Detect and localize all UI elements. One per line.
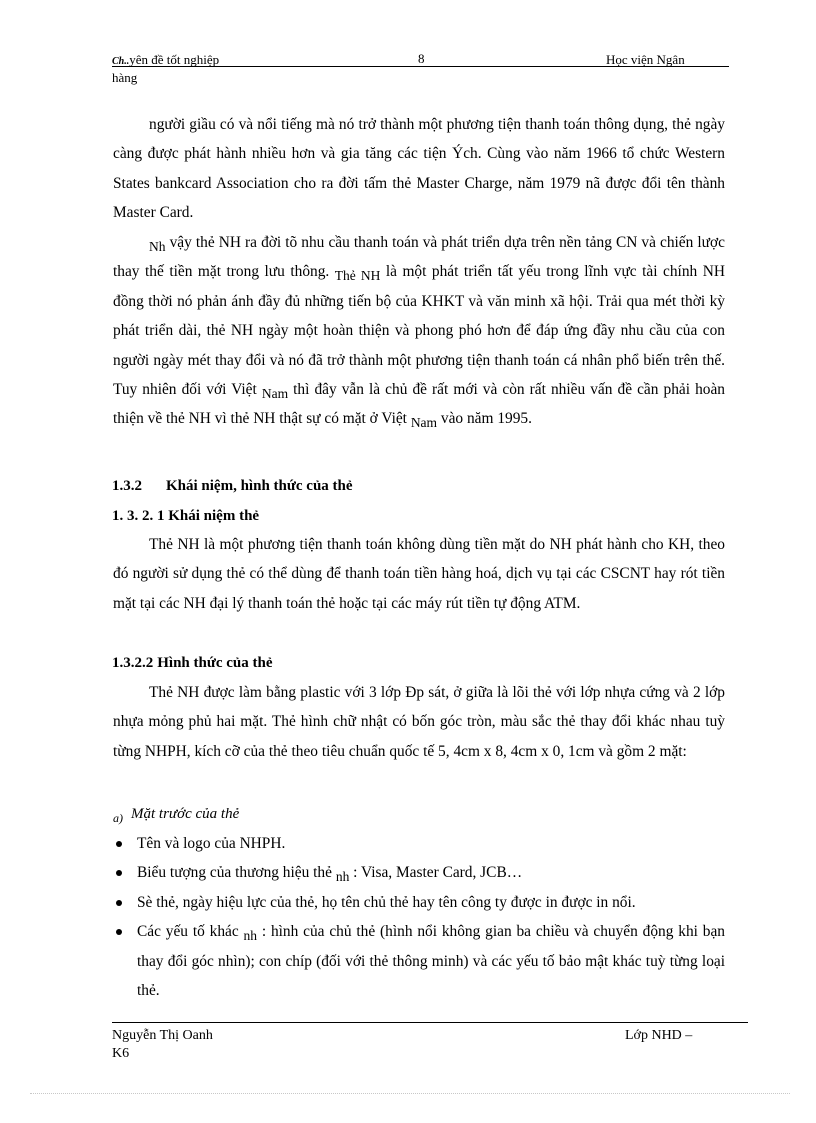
p2-sub-3: Nam (261, 386, 289, 402)
header-rule (112, 66, 729, 67)
bullet-icon (116, 929, 122, 935)
header-title: yên đề tốt nghiệp (129, 52, 220, 67)
p2-text-b: là một phát triển tất yếu trong lĩnh vực tài chính NH đồng thời nó phản ánh đầy đủ những tiến bộ của KHKT và văn minh xã hội. Trải qua mét thời kỳ phát triển dài, thẻ NH ngày một hoàn thiện và phong phó hơn để đáp ứng đầy nhu cầu của con người ngày mét thay đổi và nó đã trở thành một phương tiện thanh toán cá nhân phổ biến trên thế. Tuy nhiên đối với Việt (113, 263, 725, 399)
header-right-wrap: hàng (112, 70, 138, 85)
footer-class: Lớp NHD – (625, 1028, 693, 1043)
bullet-icon (116, 870, 122, 876)
list-item (113, 858, 725, 887)
page-bottom-border (30, 1093, 790, 1094)
paragraph-3: Thẻ NH là một phương tiện thanh toán không dùng tiền mặt do NH phát hành cho KH, theo đó người sử dụng thẻ có thể dùng để thanh toán tiền hàng hoá, dịch vụ tại các CSCNT hay rót tiền mặt tại các NH đại lý thanh toán thẻ hoặc tại các máy rút tiền tự động ATM. (113, 536, 725, 612)
p2-text-d: vào năm 1995. (437, 410, 532, 428)
bullet-icon (116, 900, 122, 906)
header-right: Học viện Ngân (606, 52, 685, 67)
heading-text: Hình thức của thẻ (157, 655, 273, 671)
subsection-a (113, 806, 239, 823)
p2-text-c: thì đây vẫn là chủ đề rất mới và còn rất nhiều vấn đề cần phải hoàn thiện về thẻ NH vì thẻ NH thật sự có mặt ở Việt (113, 381, 725, 428)
p2-sub-4: Nam (410, 415, 438, 431)
paragraph-1: người giầu có và nổi tiếng mà nó trở thành một phương tiện thanh toán thông dụng, thẻ ngày càng được phát hành nhiều hơn và gia tăng các tiện Ých. Cùng vào năm 1966 tổ chức Western States bankcard Association cho ra đời tấm thẻ Master Charge, năm 1979 nã được đổi tên thành Master Card. (113, 116, 725, 222)
section-heading-1-3-2-1: 1. 3. 2. 1 Khái niệm thẻ (112, 508, 260, 524)
paragraph-2 (113, 228, 725, 434)
footer-rule (112, 1022, 748, 1023)
list-item-text: : hình của chủ thẻ (hình nổi không gian ba chiều và chuyển động khi bạn thay đổi góc nhìn); con chíp (đối với thẻ thông minh) và các yếu tố bảo mật khác tuỳ từng loại thẻ. (137, 923, 725, 1000)
bullet-icon (116, 841, 122, 847)
header-prefix: Ch.. (112, 56, 130, 67)
section-heading-1-3-2-2 (112, 655, 273, 672)
list-item (113, 917, 725, 1005)
p2-sub-2: Thẻ NH (334, 268, 381, 284)
paragraph-4: Thẻ NH được làm bằng plastic với 3 lớp Ðp sát, ở giữa là lõi thẻ với lớp nhựa cứng và 2 lớp nhựa mỏng phủ hai mặt. Thẻ hình chữ nhật có bốn góc tròn, màu sắc thẻ thay đổi khác nhau tuỳ từng NHPH, kích cỡ của thẻ theo tiêu chuẩn quốc tế 5, 4cm x 8, 4cm x 0, 1cm và gồm 2 mặt: (113, 684, 725, 760)
list-item-text: Biểu tượng của thương hiệu thẻ (137, 864, 336, 882)
list-item-text: : Visa, Master Card, JCB… (349, 864, 523, 882)
list-item-sub: nh (335, 869, 350, 885)
list-item-text: Các yếu tố khác (137, 923, 244, 941)
feature-list (113, 829, 725, 1005)
section-heading-1-3-2 (112, 478, 353, 495)
list-item (113, 829, 725, 858)
list-item-text: Tên và logo của NHPH. (137, 835, 286, 852)
p2-sub-1: Nh (149, 239, 166, 254)
footer-author: Nguyễn Thị Oanh (112, 1028, 213, 1043)
subsection-a-label: a) (113, 811, 123, 825)
list-item-sub: nh (243, 928, 258, 944)
list-item-text: Sè thẻ, ngày hiệu lực của thẻ, họ tên chủ thẻ hay tên công ty được in được in nổi. (137, 893, 636, 911)
heading-number: 1.3.2 (112, 478, 142, 494)
subsection-a-title: Mặt trước của thẻ (131, 806, 240, 822)
p2-text-a: vậy thẻ NH ra đời tõ nhu cầu thanh toán và phát triển dựa trên nền tảng CN và chiến lược thay thế tiền mặt trong lưu thông. (113, 234, 725, 281)
footer-author-wrap: K6 (112, 1046, 130, 1061)
list-item (113, 888, 725, 917)
heading-text: Khái niệm, hình thức của thẻ (166, 478, 353, 494)
page-number: 8 (418, 51, 425, 66)
heading-number: 1.3.2.2 (112, 655, 154, 671)
